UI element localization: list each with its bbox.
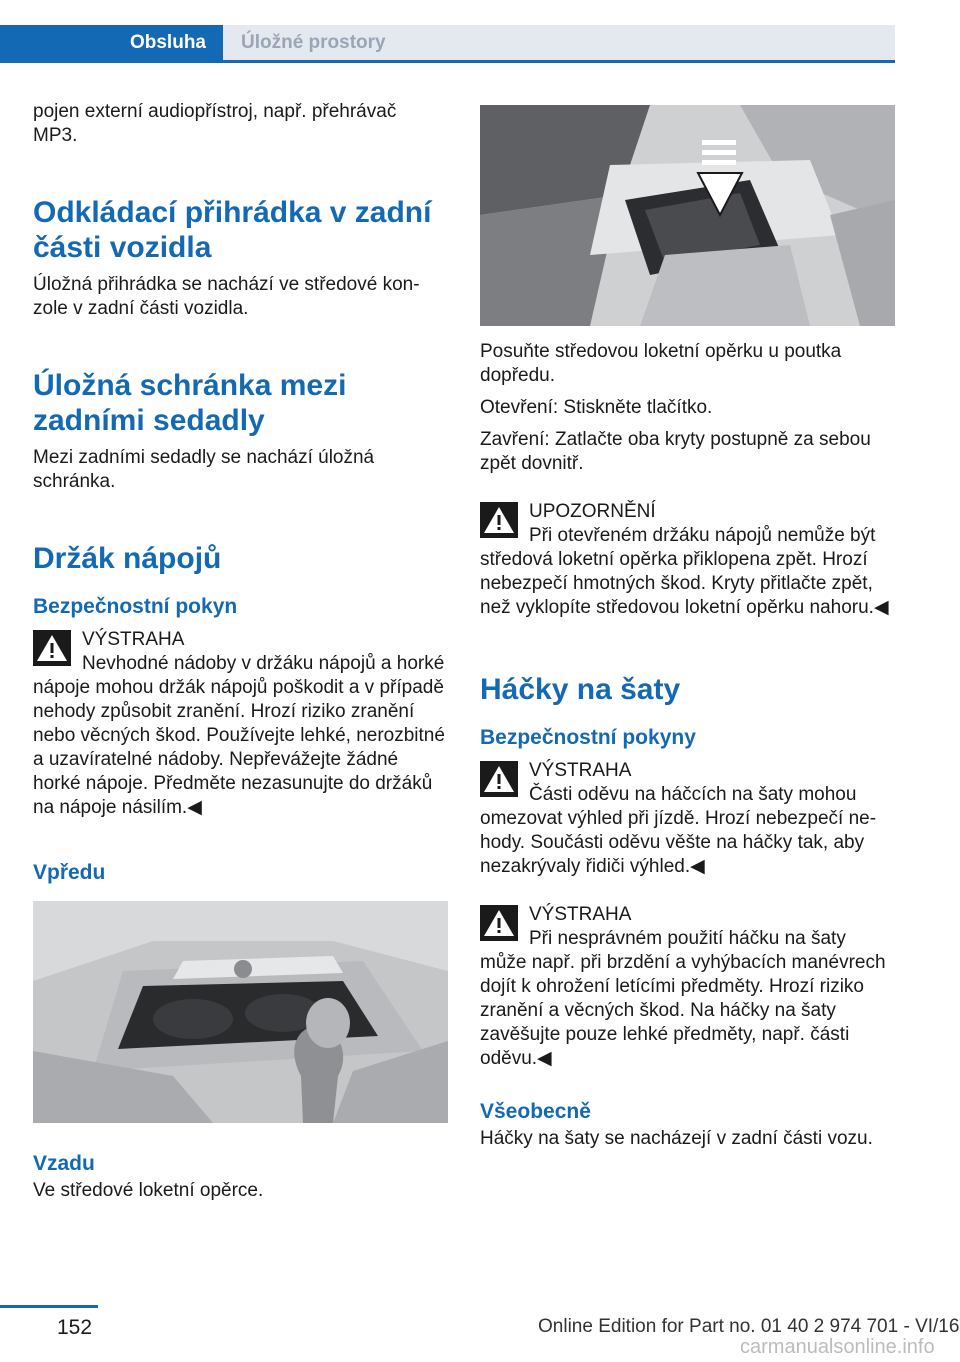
heading-safety-note: Bezpečnostní pokyn (33, 595, 238, 618)
warning-triangle-icon (480, 502, 518, 538)
section-tab-obsluha[interactable] (0, 25, 223, 61)
heading-rear: Vzadu (33, 1152, 95, 1175)
text-close: Zavření: Zatlačte oba kryty postupně za sebou zpět dovnitř. (480, 429, 871, 474)
front-cupholder-image (33, 901, 448, 1123)
warning-triangle-icon (480, 761, 518, 797)
rear-armrest-image (480, 105, 895, 326)
heading-front: Vpředu (33, 861, 106, 884)
warning-triangle-icon (33, 630, 71, 666)
caution-text: Při otevřeném držáku nápojů nemůže být středová loketní opěrka přiklopena zpět. Hrozí nebezpečí hmotných škod. Kryty přitlačte zpět, než vyklopíte středovou loketní opěrku nahoru.◀ (480, 525, 889, 618)
section-tab-storage[interactable] (223, 25, 895, 61)
section-tab-label: Obsluha (129, 32, 206, 53)
section-tab-label: Úložné prostory (241, 32, 386, 53)
header-rule (0, 60, 895, 63)
warning-text: Při nesprávném použití háčku na šaty může např. při brzdění a vyhýbacích manévrech dojít k ohrožení letícími předměty. Hrozí riziko zranění a věcných škod. Na háčky na šaty zavěšujte pouze lehké předměty, např. části oděvu.◀ (480, 928, 886, 1069)
warning-block (480, 903, 895, 1071)
warning-text: Části oděvu na háčcích na šaty mohou omezovat výhled při jízdě. Hrozí nebezpečí nehody. Součásti oděvu věšte na háčky tak, aby nezakrývaly řidiči výhled.◀ (480, 784, 877, 877)
intro-text: pojen externí audiopřístroj, např. přehrávač MP3. (33, 101, 397, 146)
edition-note: Online Edition for Part no. 01 40 2 974 701 - VI/16 (538, 1316, 960, 1337)
text-general: Háčky na šaty se nacházejí v zadní části vozu. (480, 1128, 873, 1149)
text-rear-compartment: Úložná přihrádka se nachází ve středové konzole v zadní části vozidla. (33, 274, 420, 319)
heading-cupholder: Držák nápojů (33, 542, 222, 575)
text-slide-armrest: Posuňte středovou loketní opěrku u poutka dopředu. (480, 341, 842, 386)
page-header (0, 0, 960, 62)
heading-clothes-hooks: Háčky na šaty (480, 673, 681, 706)
heading-rear-compartment: Odkládací přihrádka v zadní části vozidla (33, 196, 432, 264)
right-column (480, 105, 895, 1151)
text-rear: Ve středové loketní opěrce. (33, 1180, 264, 1201)
warning-text: Nevhodné nádoby v držáku nápojů a horké nápoje mohou držák nápojů poškodit a v případě nehody způsobit zranění. Hrozí riziko zranění nebo věcných škod. Používejte lehké, nerozbitné a uzavíratelné nádoby. Nepřevážejte žádné horké nápoje. Předměte nezasunujte do držáků na nápoje násilím.◀ (33, 653, 445, 818)
warning-triangle-icon (480, 905, 518, 941)
caution-title: UPOZORNĚNÍ (529, 501, 656, 522)
page-number: 152 (57, 1316, 93, 1339)
text-storage-box: Mezi zadními sedadly se nachází úložná schránka. (33, 447, 375, 492)
heading-general: Všeobecně (480, 1100, 591, 1123)
heading-storage-box: Úložná schránka mezi zadními sedadly (33, 369, 347, 437)
warning-block (480, 759, 895, 879)
watermark: carmanualsonline.info (740, 1336, 935, 1358)
heading-safety-notes: Bezpečnostní pokyny (480, 726, 696, 749)
warning-title: VÝSTRAHA (529, 904, 632, 925)
warning-title: VÝSTRAHA (82, 629, 185, 650)
text-open: Otevření: Stiskněte tlačítko. (480, 397, 713, 418)
warning-block (33, 628, 448, 820)
left-column (33, 100, 448, 1203)
footer-rule (0, 1305, 98, 1308)
warning-title: VÝSTRAHA (529, 760, 632, 781)
caution-block (480, 500, 895, 620)
